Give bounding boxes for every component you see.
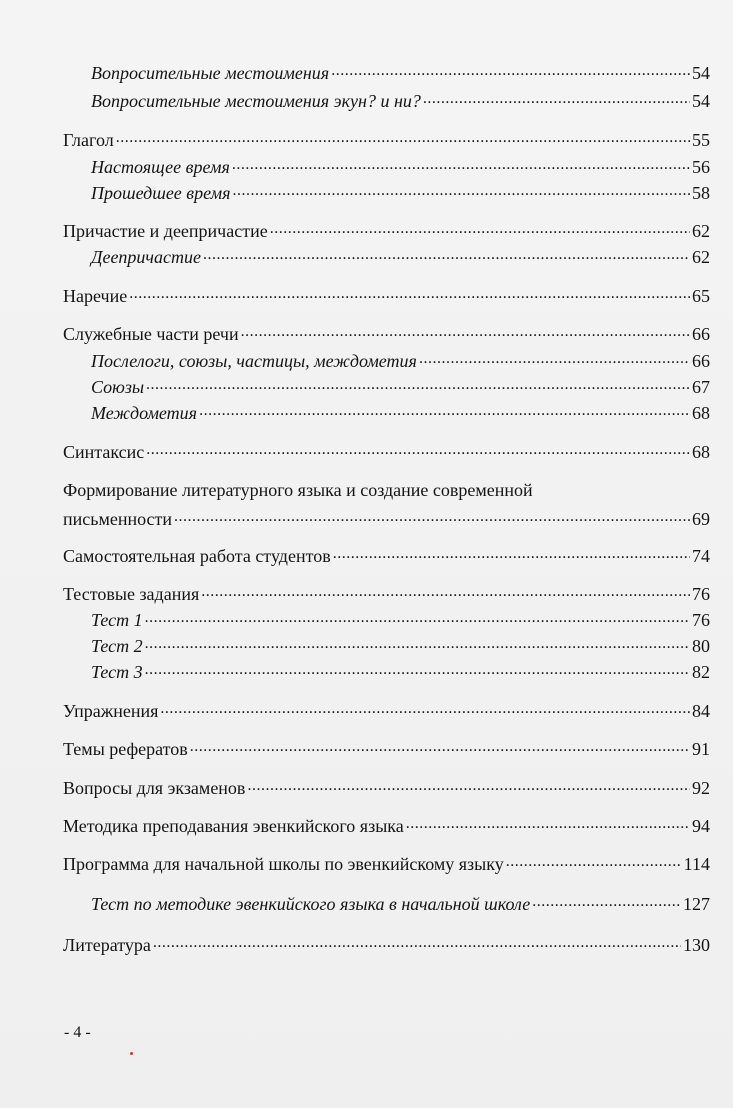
toc-entry — [63, 775, 710, 799]
toc-entry-page: 56 — [692, 157, 710, 177]
toc-entry-title: Причастие и деепричастие — [63, 221, 268, 241]
dot-leader — [247, 774, 690, 795]
dot-leader — [146, 438, 690, 459]
toc-entry — [63, 543, 710, 567]
toc-entry-page: 66 — [692, 324, 710, 344]
toc-entry — [63, 813, 710, 837]
toc-entry-page: 62 — [692, 221, 710, 241]
dot-leader — [145, 632, 690, 653]
toc-entry-title: Синтаксис — [63, 442, 145, 462]
toc-entry-page: 94 — [692, 816, 710, 836]
toc-entry — [91, 180, 710, 204]
toc-entry-page: 58 — [692, 183, 710, 203]
toc-entry-page: 92 — [692, 778, 710, 798]
dot-leader — [116, 126, 690, 147]
toc-entry — [91, 400, 710, 424]
toc-entry-page: 91 — [692, 739, 710, 759]
toc-entry-title: Вопросительные местоимения экун? и ни? — [91, 91, 421, 111]
toc-entry-title: Темы рефератов — [63, 739, 188, 759]
dot-leader — [146, 373, 690, 394]
toc-entry-page: 76 — [692, 610, 710, 630]
dot-leader — [199, 399, 690, 420]
toc-entry-title: Методика преподавания эвенкийского языка — [63, 816, 404, 836]
toc-entry-title: Союзы — [91, 377, 145, 397]
toc-entry-continuation — [63, 506, 710, 530]
dot-leader — [406, 812, 690, 833]
toc-entry-title: Прошедшее время — [91, 183, 231, 203]
toc-entry — [63, 321, 710, 345]
toc-entry-title: Программа для начальной школы по эвенкийскому языку — [63, 854, 504, 874]
toc-entry — [91, 348, 710, 372]
toc-entry — [63, 283, 710, 307]
ink-speck — [130, 1052, 133, 1055]
dot-leader — [129, 282, 690, 303]
toc-entry-title: Литература — [63, 935, 151, 955]
toc-entry-title: Настоящее время — [91, 157, 230, 177]
dot-leader — [331, 59, 690, 80]
toc-entry-page: 130 — [683, 935, 710, 955]
toc-entry-page: 67 — [692, 377, 710, 397]
toc-entry — [63, 698, 710, 722]
toc-entry — [63, 932, 710, 956]
toc-entry-title: Упражнения — [63, 701, 159, 721]
toc-entry-page: 84 — [692, 701, 710, 721]
toc-entry — [63, 218, 710, 242]
toc-entry — [63, 851, 710, 875]
dot-leader — [153, 931, 681, 952]
toc-entry-title: Деепричастие — [91, 247, 201, 267]
toc-entry-page: 69 — [692, 509, 710, 529]
toc-entry-page: 62 — [692, 247, 710, 267]
toc-entry-page: 68 — [692, 442, 710, 462]
toc-entry-title: Служебные части речи — [63, 324, 239, 344]
toc-entry-title: Тест 1 — [91, 610, 143, 630]
toc-entry — [63, 439, 710, 463]
dot-leader — [190, 735, 690, 756]
dot-leader — [241, 320, 690, 341]
toc-entry-title: Тестовые задания — [63, 584, 200, 604]
dot-leader — [233, 179, 690, 200]
toc-entry — [63, 581, 710, 605]
toc-entry — [63, 127, 710, 151]
toc-entry-title: Тест 3 — [91, 662, 143, 682]
toc-entry-title: Наречие — [63, 286, 128, 306]
toc-entry-title: Междометия — [91, 403, 198, 423]
dot-leader — [160, 697, 690, 718]
dot-leader — [333, 542, 690, 563]
toc-entry-page: 66 — [692, 351, 710, 371]
toc-entry-page: 127 — [683, 894, 710, 914]
toc-entry — [63, 736, 710, 760]
toc-entry-page: 82 — [692, 662, 710, 682]
toc-entry-page: 54 — [692, 91, 710, 111]
dot-leader — [270, 217, 690, 238]
page-number-footer: - 4 - — [64, 1024, 91, 1041]
toc-entry-title: Самостоятельная работа студентов — [63, 546, 331, 566]
toc-entry-page: 65 — [692, 286, 710, 306]
toc-entry-page: 74 — [692, 546, 710, 566]
toc-entry-title: Послелоги, союзы, частицы, междометия — [91, 351, 417, 371]
dot-leader — [145, 606, 690, 627]
dot-leader — [419, 347, 690, 368]
toc-entry-page: 80 — [692, 636, 710, 656]
toc-entry-title: Тест 2 — [91, 636, 143, 656]
toc-entry — [91, 607, 710, 631]
dot-leader — [145, 658, 690, 679]
toc-entry-page: 114 — [683, 854, 710, 874]
toc-entry-page: 76 — [692, 584, 710, 604]
toc-entry-two-line — [63, 480, 710, 529]
toc-entry-page: 55 — [692, 130, 710, 150]
toc-entry-title: Формирование литературного языка и создание современной — [63, 480, 533, 500]
dot-leader — [532, 890, 681, 911]
dot-leader — [203, 243, 690, 264]
dot-leader — [423, 87, 690, 108]
toc-entry — [91, 374, 710, 398]
toc-entry-page: 54 — [692, 63, 710, 83]
toc-entry — [91, 88, 710, 112]
dot-leader — [506, 850, 682, 871]
dot-leader — [174, 505, 690, 526]
toc-entry — [91, 633, 710, 657]
toc-entry-title: Глагол — [63, 130, 114, 150]
toc-entry-title: Вопросительные местоимения — [91, 63, 330, 83]
toc-entry — [91, 244, 710, 268]
dot-leader — [201, 580, 690, 601]
toc-entry — [91, 154, 710, 178]
toc-entry-title: Тест по методике эвенкийского языка в начальной школе — [91, 894, 531, 914]
toc-entry-title: Вопросы для экзаменов — [63, 778, 246, 798]
dot-leader — [232, 153, 690, 174]
toc-entry — [91, 659, 710, 683]
toc-entry-page: 68 — [692, 403, 710, 423]
toc-entry-title-continued: письменности — [63, 509, 173, 529]
toc-entry — [91, 60, 710, 84]
toc-entry — [91, 891, 710, 915]
